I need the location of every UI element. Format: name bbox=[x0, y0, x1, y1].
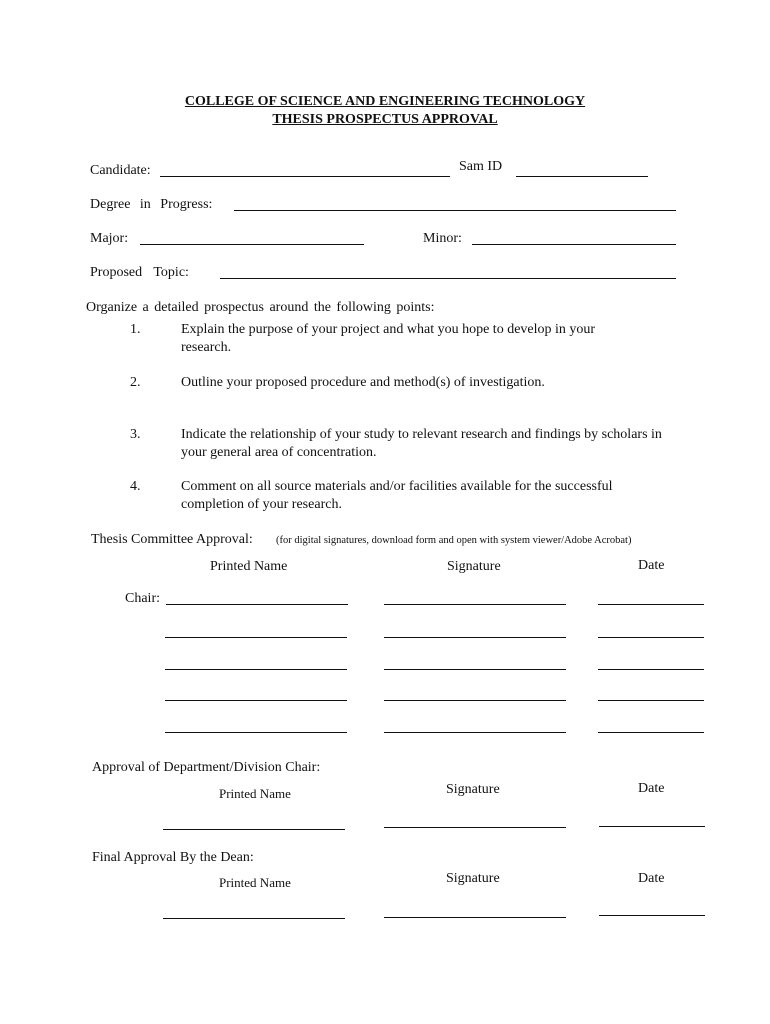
chair-printed-name-line[interactable] bbox=[166, 604, 348, 605]
point-text: your general area of concentration. bbox=[181, 445, 377, 460]
dean-approval-label: Final Approval By the Dean: bbox=[92, 850, 254, 865]
department-date-line[interactable] bbox=[599, 826, 705, 827]
point-text: completion of your research. bbox=[181, 497, 342, 512]
department-approval-label: Approval of Department/Division Chair: bbox=[92, 760, 321, 775]
point-number: 4. bbox=[130, 479, 141, 494]
member-signature-line[interactable] bbox=[384, 637, 566, 638]
digital-signature-note: (for digital signatures, download form and open with system viewer/Adobe Acrobat) bbox=[276, 535, 632, 546]
point-text: Explain the purpose of your project and what you hope to develop in your bbox=[181, 322, 596, 337]
signature-header: Signature bbox=[447, 559, 501, 574]
point-text: Indicate the relationship of your study to relevant research and findings by scholars in bbox=[181, 427, 662, 442]
college-title: COLLEGE OF SCIENCE AND ENGINEERING TECHNOLOGY bbox=[184, 94, 586, 109]
minor-label: Minor: bbox=[423, 231, 462, 246]
department-printed-name-line[interactable] bbox=[163, 829, 345, 830]
member-printed-name-line[interactable] bbox=[165, 700, 347, 701]
topic-field[interactable] bbox=[220, 278, 676, 279]
dean-signature-line[interactable] bbox=[384, 917, 566, 918]
degree-field[interactable] bbox=[234, 210, 676, 211]
member-signature-line[interactable] bbox=[384, 700, 566, 701]
member-date-line[interactable] bbox=[598, 700, 704, 701]
point-text: Comment on all source materials and/or facilities available for the successful bbox=[181, 479, 613, 494]
department-signature-label: Signature bbox=[446, 782, 500, 797]
degree-label: Degree in Progress: bbox=[90, 197, 213, 212]
point-text: Outline your proposed procedure and method(s) of investigation. bbox=[181, 375, 545, 390]
samid-label: Sam ID bbox=[459, 159, 503, 174]
dean-signature-label: Signature bbox=[446, 871, 500, 886]
dean-date-label: Date bbox=[638, 871, 665, 886]
chair-label: Chair: bbox=[125, 591, 160, 606]
candidate-field[interactable] bbox=[160, 176, 450, 177]
major-label: Major: bbox=[90, 231, 129, 246]
instructions-intro: Organize a detailed prospectus around the following points: bbox=[86, 300, 435, 315]
member-signature-line[interactable] bbox=[384, 732, 566, 733]
printed-name-header: Printed Name bbox=[210, 559, 288, 574]
dean-printed-name-label: Printed Name bbox=[219, 875, 291, 890]
point-text: research. bbox=[181, 340, 232, 355]
member-date-line[interactable] bbox=[598, 637, 704, 638]
topic-label: Proposed Topic: bbox=[90, 265, 189, 280]
member-signature-line[interactable] bbox=[384, 669, 566, 670]
committee-label: Thesis Committee Approval: bbox=[91, 532, 253, 547]
dean-printed-name-line[interactable] bbox=[163, 918, 345, 919]
form-title: THESIS PROSPECTUS APPROVAL bbox=[272, 112, 498, 127]
samid-field[interactable] bbox=[516, 176, 648, 177]
point-number: 2. bbox=[130, 375, 141, 390]
member-date-line[interactable] bbox=[598, 732, 704, 733]
member-printed-name-line[interactable] bbox=[165, 732, 347, 733]
date-header: Date bbox=[638, 558, 665, 573]
member-date-line[interactable] bbox=[598, 669, 704, 670]
major-field[interactable] bbox=[140, 244, 364, 245]
member-printed-name-line[interactable] bbox=[165, 669, 347, 670]
point-number: 1. bbox=[130, 322, 141, 337]
department-date-label: Date bbox=[638, 781, 665, 796]
department-printed-name-label: Printed Name bbox=[219, 786, 291, 801]
point-number: 3. bbox=[130, 427, 141, 442]
minor-field[interactable] bbox=[472, 244, 676, 245]
dean-date-line[interactable] bbox=[599, 915, 705, 916]
chair-signature-line[interactable] bbox=[384, 604, 566, 605]
chair-date-line[interactable] bbox=[598, 604, 704, 605]
department-signature-line[interactable] bbox=[384, 827, 566, 828]
member-printed-name-line[interactable] bbox=[165, 637, 347, 638]
candidate-label: Candidate: bbox=[90, 163, 151, 178]
